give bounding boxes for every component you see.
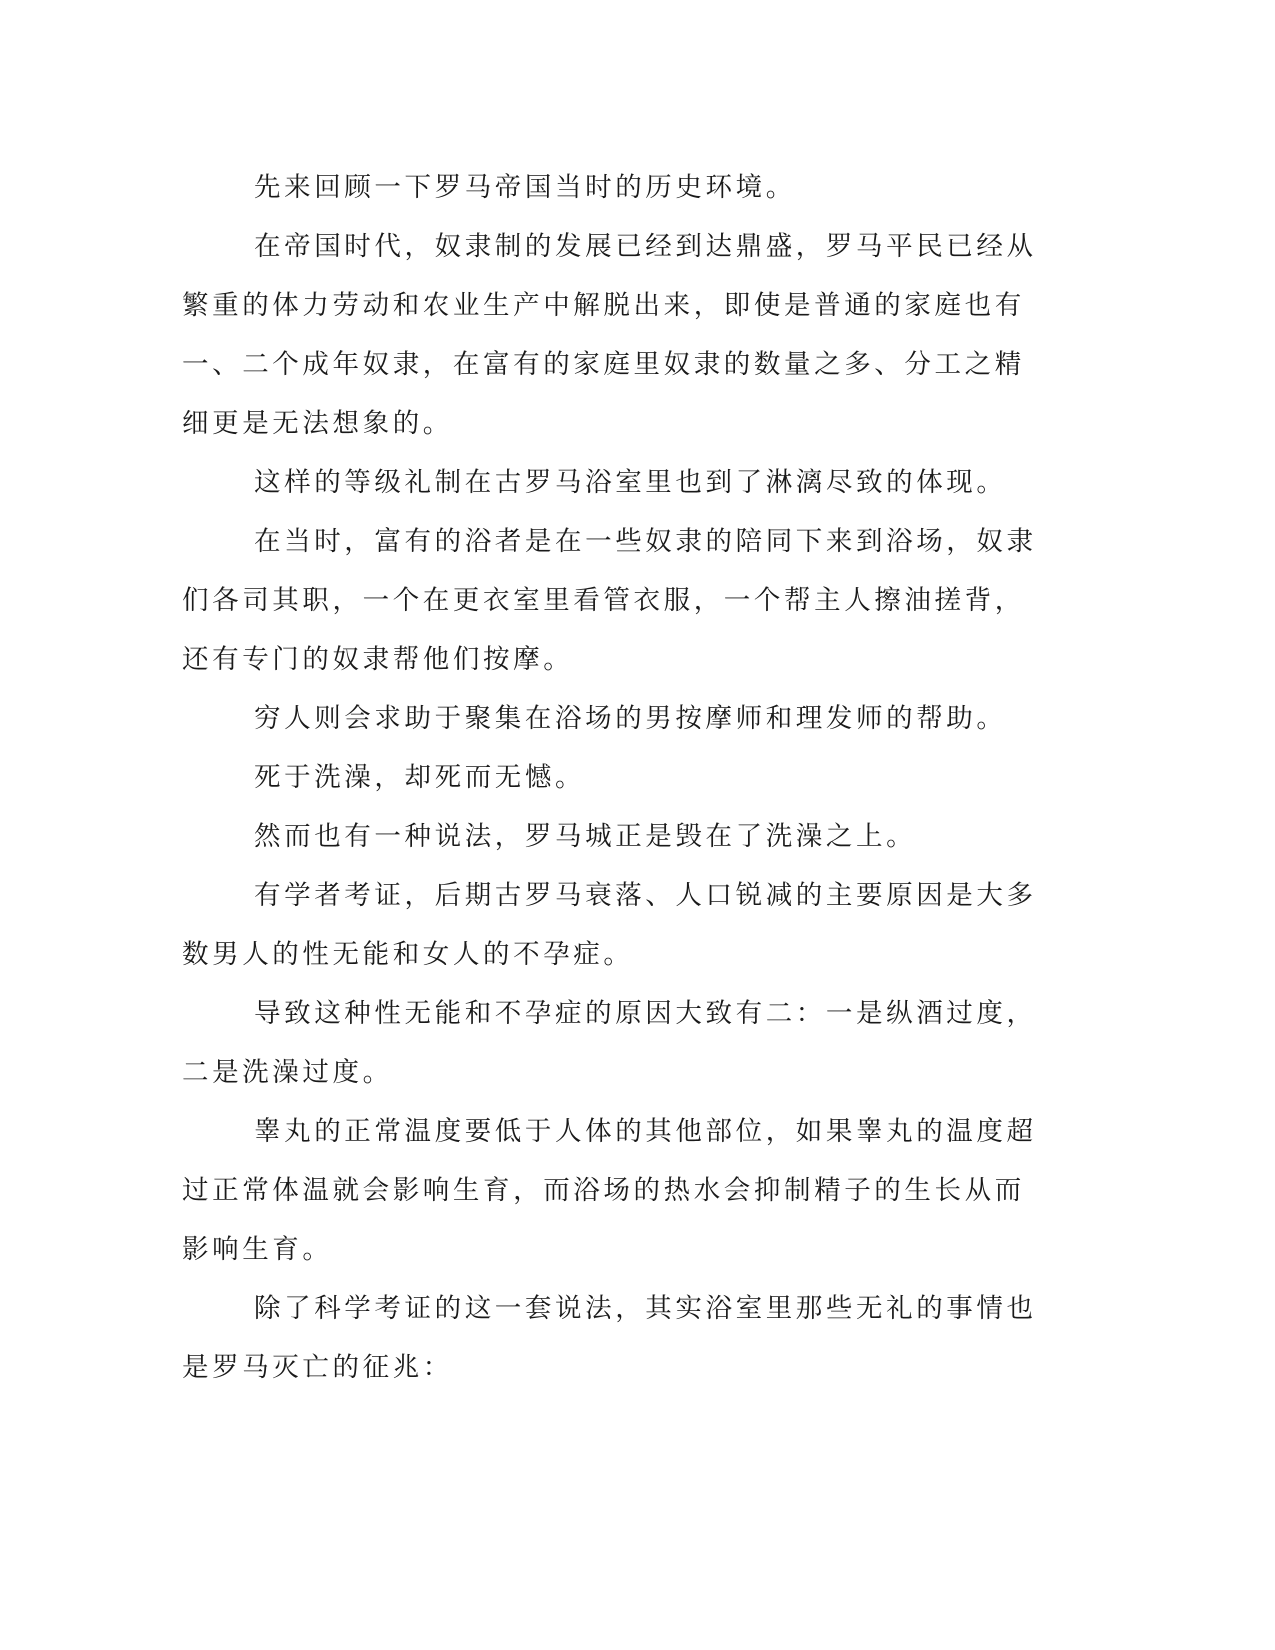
document-body — [182, 158, 1042, 1397]
paragraph-10: 睾丸的正常温度要低于人体的其他部位，如果睾丸的温度超过正常体温就会影响生育，而浴场的热水会抑制精子的生长从而影响生育。 — [182, 1116, 1037, 1265]
paragraph-9: 导致这种性无能和不孕症的原因大致有二：一是纵酒过度，二是洗澡过度。 — [182, 998, 1037, 1088]
paragraph-11: 除了科学考证的这一套说法，其实浴室里那些无礼的事情也是罗马灭亡的征兆： — [182, 1293, 1037, 1383]
paragraph-5: 穷人则会求助于聚集在浴场的男按摩师和理发师的帮助。 — [254, 703, 1007, 734]
paragraph-3: 这样的等级礼制在古罗马浴室里也到了淋漓尽致的体现。 — [254, 467, 1007, 498]
paragraph-8: 有学者考证，后期古罗马衰落、人口锐减的主要原因是大多数男人的性无能和女人的不孕症。 — [182, 880, 1037, 970]
paragraph-7: 然而也有一种说法，罗马城正是毁在了洗澡之上。 — [254, 821, 917, 852]
paragraph-6: 死于洗澡，却死而无憾。 — [254, 762, 586, 793]
paragraph-2: 在帝国时代，奴隶制的发展已经到达鼎盛，罗马平民已经从繁重的体力劳动和农业生产中解脱出来，即使是普通的家庭也有一、二个成年奴隶，在富有的家庭里奴隶的数量之多、分工之精细更是无法想象的。 — [182, 231, 1037, 439]
paragraph-1: 先来回顾一下罗马帝国当时的历史环境。 — [254, 172, 796, 203]
paragraph-4: 在当时，富有的浴者是在一些奴隶的陪同下来到浴场，奴隶们各司其职，一个在更衣室里看管衣服，一个帮主人擦油搓背，还有专门的奴隶帮他们按摩。 — [182, 526, 1037, 675]
